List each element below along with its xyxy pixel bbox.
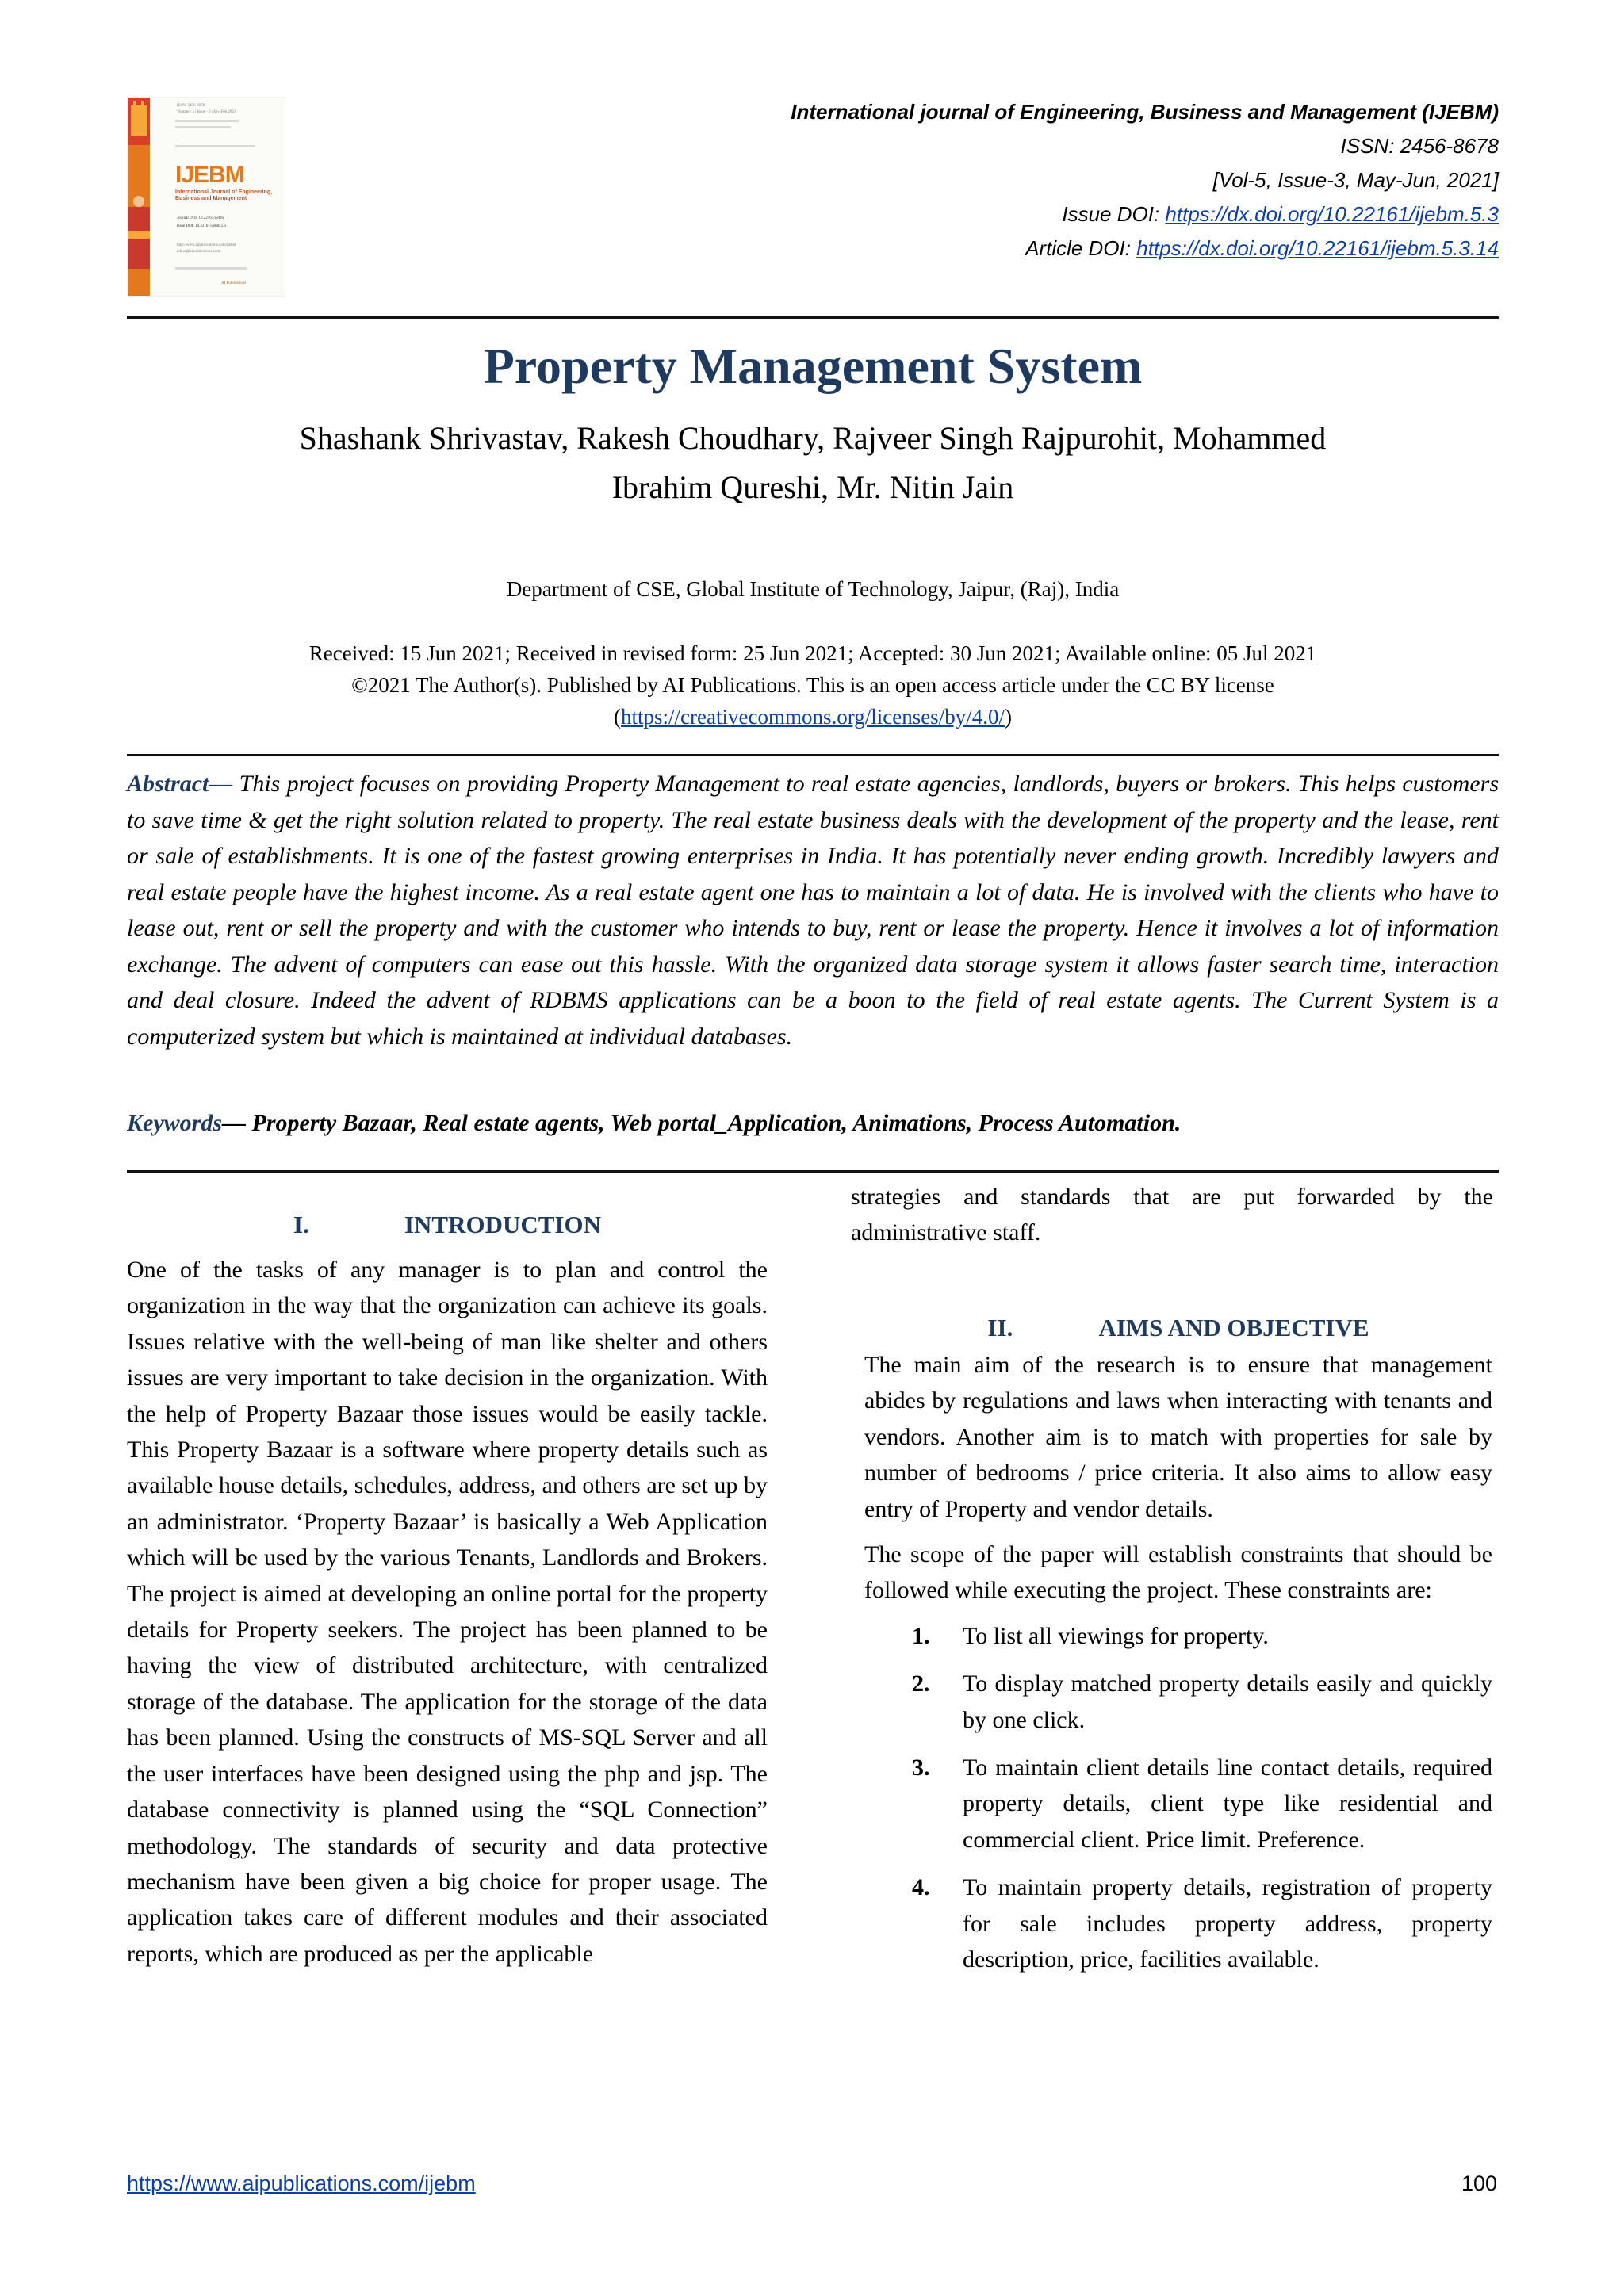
article-doi-link[interactable]: https://dx.doi.org/10.22161/ijebm.5.3.14 [1136, 236, 1499, 260]
cover-decor-bar [175, 120, 239, 122]
cover-title: International Journal of Engineering, Business and Management [175, 189, 273, 201]
constraints-list [864, 1618, 1492, 1978]
journal-volume: [Vol-5, Issue-3, May-Jun, 2021] [1212, 168, 1499, 192]
license-link[interactable]: https://creativecommons.org/licenses/by/4.0/ [621, 705, 1005, 729]
keywords-text: — Property Bazaar, Real estate agents, Web portal_Application, Animations, Process Automation. [222, 1110, 1182, 1136]
footer-journal-link[interactable]: https://www.aipublications.com/ijebm [127, 2172, 476, 2195]
abstract: Abstract— This project focuses on providing Property Management to real estate agencies, landlords, buyers or brokers. This helps customers to save time & get the right solution related to property. The real estate business deals with the development of the property and the lease, rent or sale of establishments. It is one of the fastest growing enterprises in India. It has potentially never ending growth. Incredibly lawyers and real estate people have the highest income. As a real estate agent one has to maintain a lot of data. He is involved with the clients who have to lease out, rent or sell the property and with the customer who intends to buy, rent or lease the property. Hence it involves a lot of information exchange. The advent of computers can ease out this hassle. With the organized data storage system it allows faster search time, interaction and deal closure. Indeed the advent of RDBMS applications can be a boon to the field of real estate agents. The Current System is a computerized system but which is maintained at individual databases. [127, 771, 1499, 1050]
list-number: 3. [912, 1755, 930, 1781]
paper-title: Property Management System [483, 338, 1143, 394]
cover-decor-bar [175, 267, 247, 270]
journal-info [547, 95, 1499, 266]
keywords [127, 1105, 1499, 1141]
cover-issn: ISSN: 2456-8678 [177, 104, 205, 108]
issue-doi-link[interactable]: https://dx.doi.org/10.22161/ijebm.5.3 [1165, 202, 1499, 226]
authors-line-2: Ibrahim Qureshi, Mr. Nitin Jain [611, 469, 1014, 505]
journal-name: International journal of Engineering, Business and Management (IJEBM) [791, 100, 1499, 124]
introduction-paragraph: One of the tasks of any manager is to plan and control the organization in the way that the organization can achieve its goals. Issues relative with the well-being of man like shelter and others issues are very important to take decision in the organization. With the help of Property Bazaar those issues would be easily tackle. This Property Bazaar is a software where property details such as available house details, schedules, address, and others are set up by an administrator. ‘Property Bazaar’ is basically a Web Application which will be used by the various Tenants, Landlords and Brokers. The project is aimed at developing an online portal for the property details for Property seekers. The project has been planned to be having the view of distributed architecture, with centralized storage of the database. The application for the storage of the data has been planned. Using the constructs of MS-SQL Server and all the user interfaces have been designed using the php and jsp. The database connectivity is planned using the “SQL Connection” methodology. The standards of security and data protective mechanism have been given a big choice for proper usage. The application takes care of different modules and their associated reports, which are produced as per the applicable [127, 1257, 768, 1967]
right-column [864, 1310, 1492, 1990]
list-item-text: To display matched property details easily and quickly by one click. [963, 1670, 1492, 1733]
keywords-label: Keywords [127, 1110, 222, 1136]
introduction-heading [127, 1207, 768, 1242]
affiliation: Department of CSE, Global Institute of Technology, Jaipur, (Raj), India [506, 577, 1120, 601]
history-dates: Received: 15 Jun 2021; Received in revised form: 25 Jun 2021; Accepted: 30 Jun 2021; Available online: 05 Jul 2021 [308, 641, 1317, 665]
introduction-continuation [851, 1179, 1493, 1251]
aims-paragraph: The main aim of the research is to ensure that management abides by regulations and laws when interacting with tenants and vendors. Another aim is to match with properties for sale by number of bedrooms / price criteria. It also aims to allow easy entry of Property and vendor details. [864, 1352, 1492, 1522]
author-list [127, 414, 1499, 512]
introduction-continuation-text: strategies and standards that are put forwarded by the administrative staff. [851, 1184, 1493, 1246]
section-title: AIMS AND OBJECTIVE [1098, 1314, 1369, 1341]
cover-issue-doi: Issue DOI: 10.22161/ijebm.5.3 [177, 224, 227, 228]
issue-doi [547, 197, 1499, 232]
left-column [127, 1207, 768, 1972]
cover-volume: Volume - 5 | Issue - 3 | Jan- Feb 2021 [177, 110, 236, 114]
list-item [864, 1666, 1492, 1738]
ijebm-logo: IJEBM [175, 162, 244, 188]
tower-icon [131, 105, 147, 136]
article-history [127, 637, 1499, 733]
cover-journal-doi: Journal DOI: 10.22161/ijebm [177, 216, 224, 220]
article-doi [547, 232, 1499, 266]
list-item [864, 1869, 1492, 1977]
list-number: 1. [912, 1622, 930, 1649]
cover-decor-bar [175, 145, 255, 147]
article-doi-label: Article DOI: [1025, 236, 1137, 260]
list-item-text: To maintain property details, registration of property for sale includes property address, property description, price, facilities available. [963, 1874, 1492, 1973]
license-statement: ©2021 The Author(s). Published by AI Publications. This is an open access article under the CC BY license [351, 673, 1274, 697]
license-link-line: (https://creativecommons.org/licenses/by/4.0/) [614, 705, 1012, 729]
aims-heading [864, 1310, 1492, 1345]
section-number: I. [293, 1211, 309, 1238]
section-title: INTRODUCTION [404, 1211, 602, 1238]
cover-email: editor@aipublications.com [177, 250, 220, 254]
abstract-top-divider [127, 754, 1499, 756]
journal-issn: ISSN: 2456-8678 [1340, 134, 1499, 158]
list-item [864, 1750, 1492, 1858]
list-item-text: To maintain client details line contact details, required property details, client type like residential and commercial client. Price limit. Preference. [963, 1755, 1492, 1853]
person-illustration-icon [128, 207, 150, 269]
cover-publisher: AI Publications [221, 281, 247, 285]
scope-paragraph: The scope of the paper will establish constraints that should be followed while executing the project. These constraints are: [864, 1541, 1492, 1604]
cover-url: http://www.aipublications.com/ijebm [177, 243, 236, 247]
list-item-text: To list all viewings for property. [963, 1622, 1269, 1649]
header-divider [127, 316, 1499, 319]
authors-line-1: Shashank Shrivastav, Rakesh Choudhary, Rajveer Singh Rajpurohit, Mohammed [299, 420, 1327, 456]
cover-decor-bar [175, 126, 231, 128]
list-item [864, 1618, 1492, 1654]
page-number: 100 [1461, 2172, 1497, 2195]
list-number: 4. [912, 1874, 930, 1901]
list-number: 2. [912, 1670, 930, 1697]
journal-cover-thumbnail [127, 97, 285, 297]
section-number: II. [987, 1314, 1013, 1341]
abstract-text: This project focuses on providing Property Management to real estate agencies, landlords, buyers or brokers. This helps customers to save time & get the right solution related to property. The real estate business deals with the development of the property and the lease, rent or sale of establishments. It is one of the fastest growing enterprises in India. It has potentially never ending growth. Incredibly lawyers and real estate people have the highest income. As a real estate agent one has to maintain a lot of data. He is involved with the clients who have to lease out, rent or sell the property and with the customer who intends to buy, rent or lease the property. Hence it involves a lot of information exchange. The advent of computers can ease out this hassle. With the organized data storage system it allows faster search time, interaction and deal closure. Indeed the advent of RDBMS applications can be a boon to the field of real estate agents. The Current System is a computerized system but which is maintained at individual databases. [127, 771, 1499, 1050]
abstract-label: Abstract [127, 771, 209, 797]
abstract-bottom-divider [127, 1170, 1499, 1173]
issue-doi-label: Issue DOI: [1062, 202, 1166, 226]
